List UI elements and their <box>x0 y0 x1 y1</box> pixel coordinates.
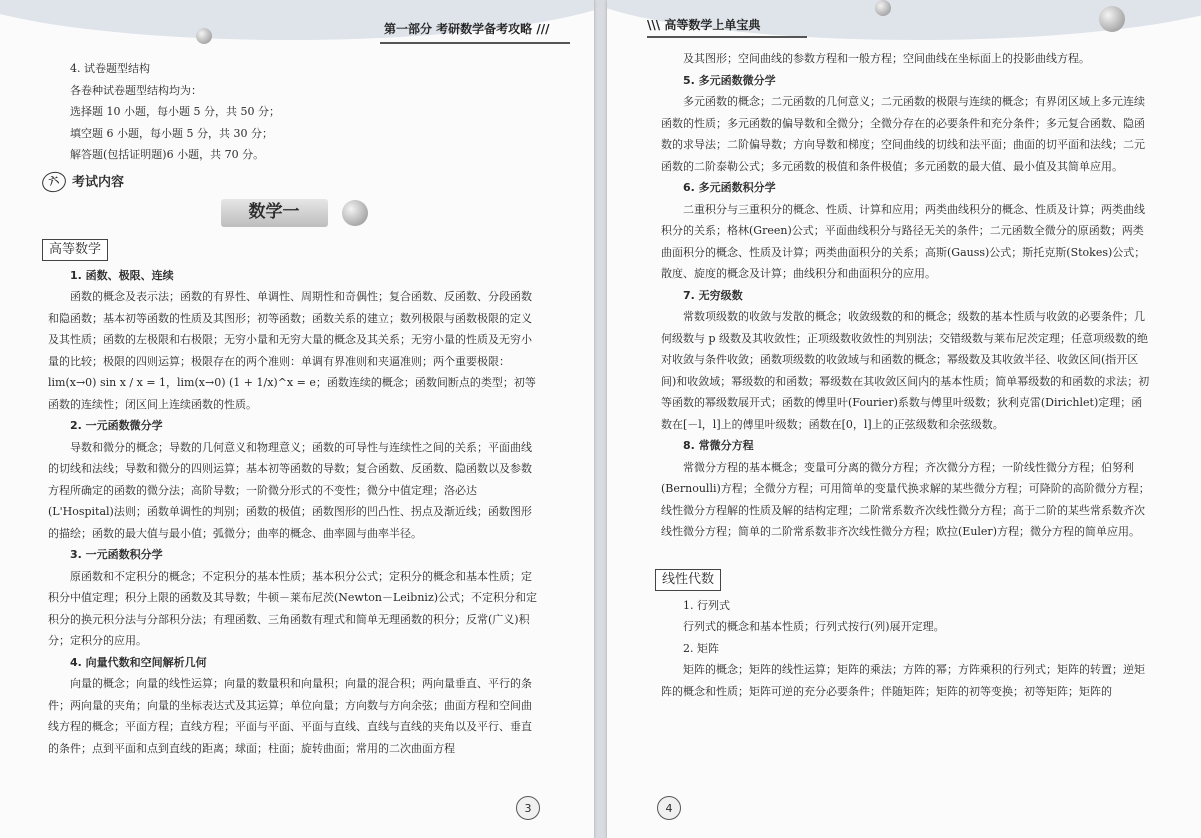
intro-line: 4. 试卷题型结构 <box>70 62 150 75</box>
topic-heading: 7. 无穷级数 <box>683 288 743 302</box>
topic-text: 常微分方程的基本概念；变量可分离的微分方程；齐次微分方程；一阶线性微分方程；伯努利(Bernoulli)方程；全微分方程；可用简单的变量代换求解的某些微分方程；可降阶的高阶微分方程；线性微分方程解的性质及解的结构定理；二阶常系数齐次线性微分方程；高于二阶的某些常系数齐次线性微分方程；简单的二阶常系数非齐次线性微分方程；欧拉(Euler)方程；微分方程的简单应用。 <box>661 460 1150 538</box>
topic-heading: 4. 向量代数和空间解析几何 <box>70 655 207 669</box>
subject-heading: 高等数学 <box>42 239 108 261</box>
planet-icon <box>1099 6 1125 32</box>
page-header <box>647 16 760 33</box>
topic-text: 二重积分与三重积分的概念、性质、计算和应用；两类曲线积分的概念、性质及计算；两类曲线积分的关系；格林(Green)公式；平面曲线积分与路径无关的条件；二元函数全微分的原函数；两类曲面积分的概念、性质及计算；两类曲面积分的关系；高斯(Gauss)公式；斯托克斯(Stokes)公式；散度、旋度的概念及计算；曲线积分和曲面积分的应用。 <box>661 202 1146 280</box>
topic-text: 导数和微分的概念；导数的几何意义和物理意义；函数的可导性与连续性之间的关系；平面曲线的切线和法线；导数和微分的四则运算；基本初等函数的导数；复合函数、反函数、隐函数以及参数方程所确定的函数的微分法；高阶导数；一阶微分形式的不变性；微分中值定理；洛必达(L'Hospital)法则；函数单调性的判别；函数的极值；函数图形的凹凸性、拐点及渐近线；函数图形的描绘；函数的最大值与最小值；弧微分；曲率的概念、曲率圆与曲率半径。 <box>48 440 532 540</box>
planet-icon <box>196 28 212 44</box>
topic-heading: 1. 行列式 <box>683 598 730 612</box>
section-number-icon: 六 <box>40 169 68 195</box>
topic-heading: 3. 一元函数积分学 <box>70 548 163 561</box>
section-title-text: 考试内容 <box>72 174 125 190</box>
topic-heading: 6. 多元函数积分学 <box>683 181 776 194</box>
header-mark: /// <box>536 22 550 36</box>
header-text: 高等数学上单宝典 <box>664 18 761 32</box>
planet-icon <box>875 0 891 16</box>
page-header <box>384 20 550 37</box>
header-rule <box>647 36 807 38</box>
page-content <box>48 58 540 759</box>
topic-heading: 8. 常微分方程 <box>683 439 754 452</box>
header-text: 第一部分 考研数学备考攻略 <box>384 22 533 36</box>
banner-title: 数学一 <box>221 199 328 227</box>
topic-text: 函数的概念及表示法；函数的有界性、单调性、周期性和奇偶性；复合函数、反函数、分段函数和隐函数；基本初等函数的性质及其图形；初等函数；函数关系的建立；数列极限与函数极限的定义及其性质；函数的左极限和右极限；无穷小量和无穷大量的概念及其关系；无穷小量的性质及无穷小量的比较；极限的四则运算；极限存在的两个准则：单调有界准则和夹逼准则；两个重要极限：lim(x→0) sin x / x = 1，lim(x→0) (1 + 1/x)^x = e；函数连续的概念；函数间断点的类型；初等函数的连续性；闭区间上连续函数的性质。 <box>48 290 536 411</box>
topic-heading: 2. 矩阵 <box>683 641 719 655</box>
topic-heading: 2. 一元函数微分学 <box>70 419 163 432</box>
intro-line: 选择题 10 小题，每小题 5 分，共 50 分； <box>70 105 280 118</box>
header-rule <box>380 42 570 44</box>
intro-line: 各卷种试卷题型结构均为： <box>70 83 202 97</box>
topic-text: 行列式的概念和基本性质；行列式按行(列)展开定理。 <box>683 620 945 633</box>
topic-heading: 5. 多元函数微分学 <box>683 73 776 87</box>
planet-icon <box>342 200 368 226</box>
topic-text: 矩阵的概念；矩阵的线性运算；矩阵的乘法；方阵的幂；方阵乘积的行列式；矩阵的转置；逆矩阵的概念和性质；矩阵可逆的充分必要条件；伴随矩阵；矩阵的初等变换；初等矩阵；矩阵的 <box>661 663 1145 698</box>
topic-text: 多元函数的概念；二元函数的几何意义；二元函数的极限与连续的概念；有界闭区域上多元连续函数的性质；多元函数的偏导数和全微分；全微分存在的必要条件和充分条件；多元复合函数、隐函数的求导法；二阶偏导数；方向导数和梯度；空间曲线的切线和法平面；曲面的切平面和法线；二元函数的二阶泰勒公式；多元函数的极值和条件极值；多元函数的最大值、最小值及其简单应用。 <box>661 95 1145 173</box>
header-mark: \\\ <box>647 18 661 32</box>
page-number: 4 <box>657 796 681 820</box>
intro-line: 填空题 6 小题，每小题 5 分，共 30 分； <box>70 126 273 140</box>
right-page <box>607 0 1201 838</box>
subject-banner <box>48 199 540 227</box>
topic-heading: 1. 函数、极限、连续 <box>70 268 174 282</box>
left-page <box>0 0 594 838</box>
topic-text: 及其图形；空间曲线的参数方程和一般方程；空间曲线在坐标面上的投影曲线方程。 <box>683 52 1090 65</box>
intro-line: 解答题(包括证明题)6 小题，共 70 分。 <box>70 148 265 161</box>
topic-text: 原函数和不定积分的概念；不定积分的基本性质；基本积分公式；定积分的概念和基本性质；定积分中值定理；积分上限的函数及其导数；牛顿－莱布尼茨(Newton－Leibniz)公式；不定积分和定积分的换元积分法与分部积分法；有理函数、三角函数有理式和简单无理函数的积分；反常(广义)积分；定积分的应用。 <box>48 569 538 647</box>
section-gap <box>661 543 1153 565</box>
page-number: 3 <box>516 796 540 820</box>
topic-text: 常数项级数的收敛与发散的概念；收敛级数的和的概念；级数的基本性质与收敛的必要条件；几何级数与 p 级数及其收敛性；正项级数收敛性的判别法；交错级数与莱布尼茨定理；任意项级数的绝对收敛与条件收敛；函数项级数的收敛域与和函数的概念；幂级数及其收敛半径、收敛区间(指开区间)和收敛域；幂级数的和函数；幂级数在其收敛区间内的基本性质；简单幂级数的和函数的求法；初等函数的幂级数展开式；函数的傅里叶(Fourier)系数与傅里叶级数；狄利克雷(Dirichlet)定理；函数在[－l，l]上的傅里叶级数；函数在[0，l]上的正弦级数和余弦级数。 <box>661 310 1150 431</box>
subject-heading: 线性代数 <box>655 569 721 591</box>
topic-text: 向量的概念；向量的线性运算；向量的数量积和向量积；向量的混合积；两向量垂直、平行的条件；两向量的夹角；向量的坐标表达式及其运算；单位向量；方向数与方向余弦；曲面方程和空间曲线方程的概念；平面方程；直线方程；平面与平面、平面与直线、直线与直线的夹角以及平行、垂直的条件；点到平面和点到直线的距离；球面；柱面；旋转曲面；常用的二次曲面方程 <box>48 677 532 755</box>
page-content <box>661 48 1153 702</box>
section-title <box>42 172 540 194</box>
